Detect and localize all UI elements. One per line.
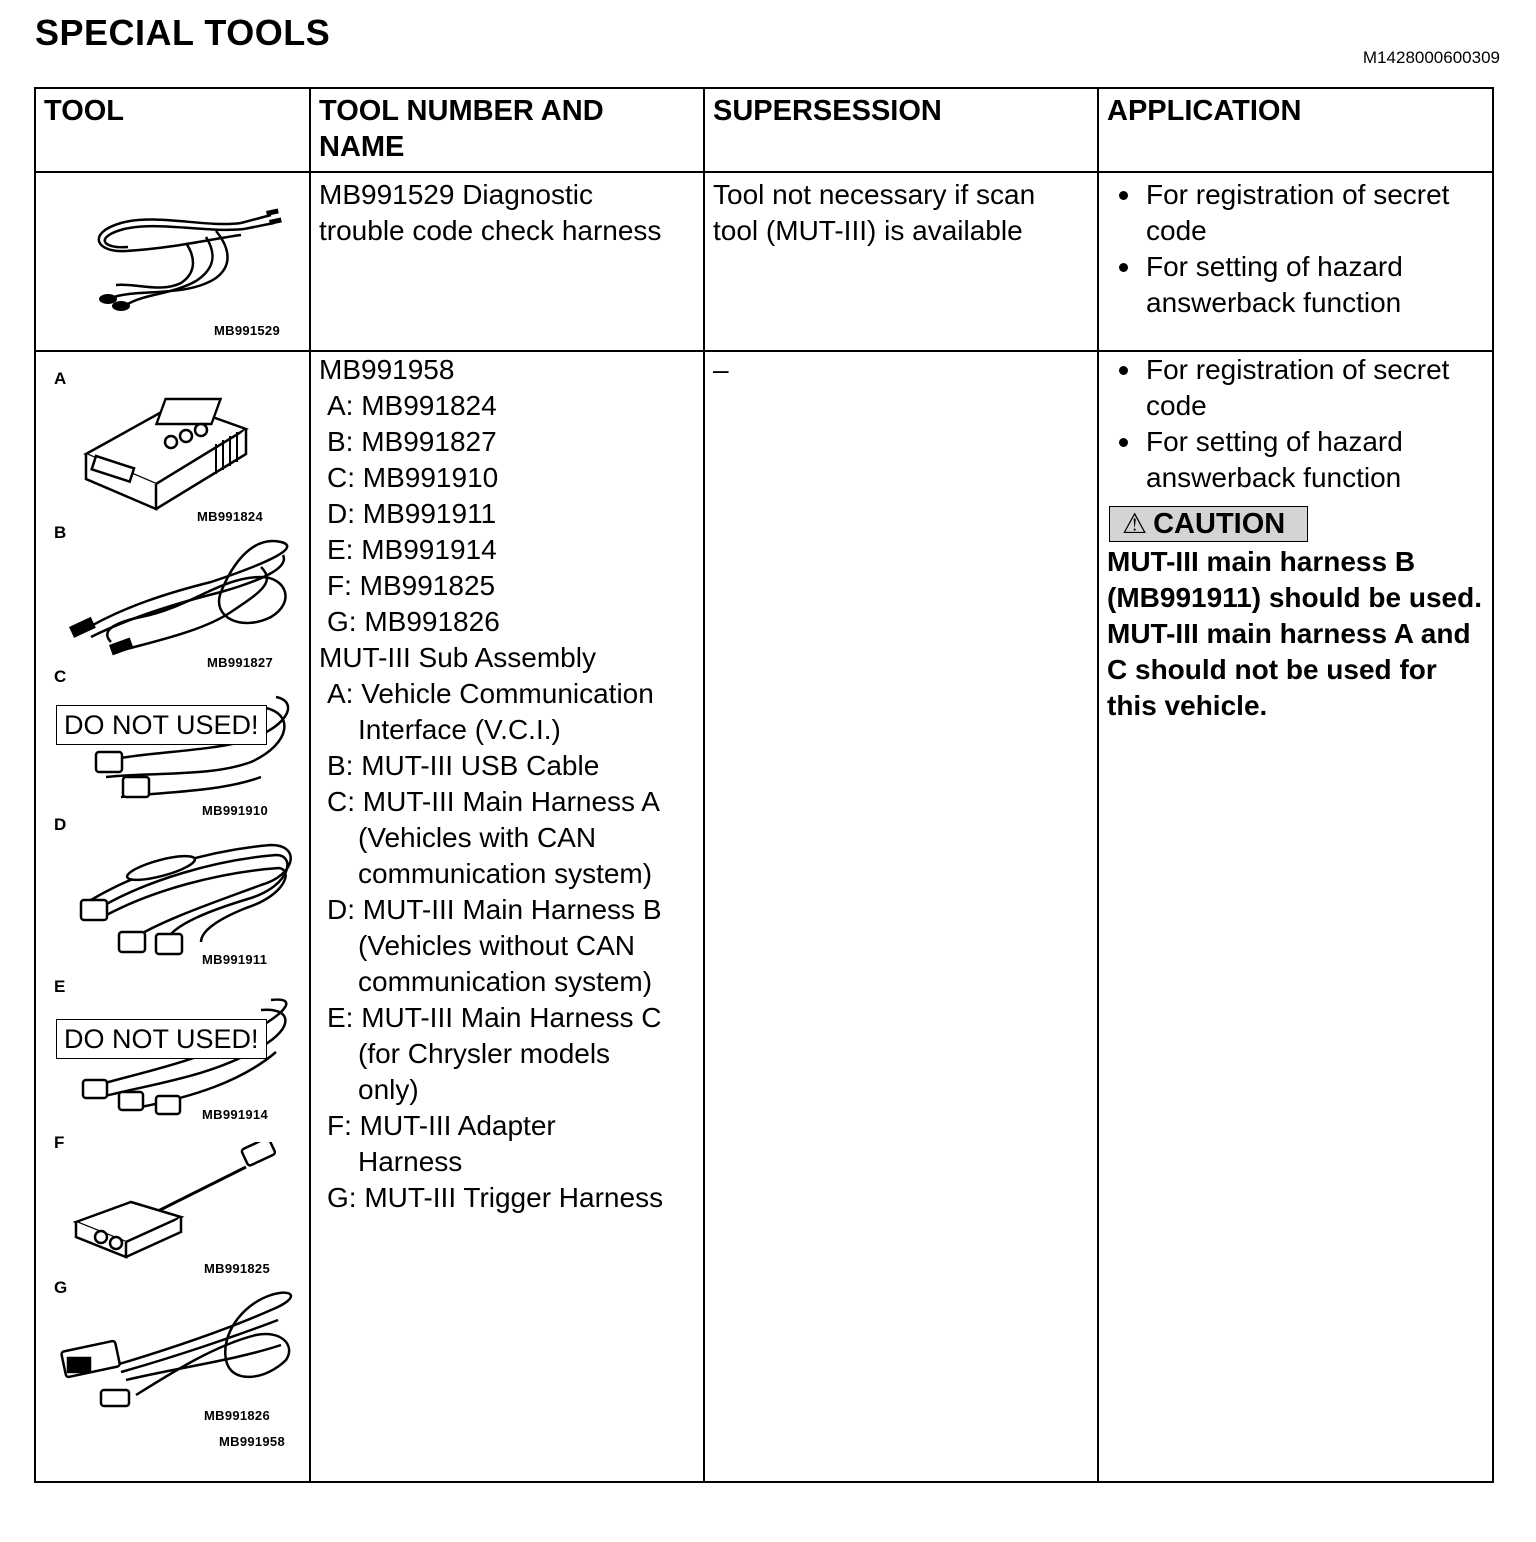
tool-number-line: G: MB991826 bbox=[327, 606, 500, 637]
trigger-harness-illustration bbox=[56, 1290, 296, 1420]
caution-badge bbox=[1109, 506, 1308, 542]
tool-number-line: A: MB991824 bbox=[327, 390, 497, 421]
do-not-use-stamp: DO NOT USED! bbox=[56, 705, 267, 745]
illustration-letter: E bbox=[54, 977, 66, 996]
illustration-letter: G bbox=[54, 1278, 68, 1297]
tool-number-line: MB991958 bbox=[319, 354, 455, 385]
tool-number-line: only) bbox=[358, 1074, 419, 1105]
main-harness-a-illustration bbox=[61, 682, 296, 812]
application-list bbox=[1107, 352, 1484, 496]
illustration-letter: C bbox=[54, 667, 67, 686]
illustration-letter: F bbox=[54, 1133, 65, 1152]
header-tool: TOOL bbox=[35, 88, 310, 172]
do-not-use-stamp: DO NOT USED! bbox=[56, 1019, 267, 1059]
supersession-line: tool (MUT-III) is available bbox=[713, 215, 1023, 246]
part-number-label: MB991824 bbox=[197, 509, 263, 524]
tool-number-name-cell bbox=[310, 172, 704, 351]
tool-number-line: (for Chrysler models bbox=[358, 1038, 611, 1069]
tool-illustration-cell bbox=[35, 172, 310, 351]
list-item: For registration of secret code bbox=[1107, 177, 1484, 249]
list-item: For setting of hazard answerback function bbox=[1107, 249, 1484, 321]
application-cell bbox=[1098, 351, 1493, 1482]
part-number-label: MB991911 bbox=[202, 952, 268, 967]
tool-number-line: E: MB991914 bbox=[327, 534, 497, 565]
tool-number-line: communication system) bbox=[358, 858, 653, 889]
supersession-cell bbox=[704, 351, 1098, 1482]
document-id: M1428000600309 bbox=[1362, 48, 1500, 67]
tool-number-line: Harness bbox=[358, 1146, 463, 1177]
header-row bbox=[35, 88, 1493, 172]
tool-name-line: trouble code check harness bbox=[319, 215, 662, 246]
tool-number-line: A: Vehicle Communication bbox=[327, 678, 654, 709]
main-harness-b-illustration bbox=[61, 830, 296, 965]
supersession-line: Tool not necessary if scan bbox=[713, 179, 1036, 210]
tool-number-line: F: MB991825 bbox=[327, 570, 496, 601]
part-number-label: MB991914 bbox=[202, 1107, 268, 1122]
vci-illustration bbox=[76, 384, 256, 514]
header-application: APPLICATION bbox=[1098, 88, 1493, 172]
special-tools-table bbox=[34, 87, 1494, 1483]
illustration-letter: A bbox=[54, 369, 67, 388]
tool-number-line: E: MUT-III Main Harness C bbox=[327, 1002, 662, 1033]
table-row bbox=[35, 351, 1493, 1482]
tool-number-line: B: MB991827 bbox=[327, 426, 497, 457]
tool-number-line: MUT-III Sub Assembly bbox=[319, 642, 596, 673]
check-harness-illustration bbox=[66, 193, 286, 323]
adapter-harness-illustration bbox=[71, 1142, 281, 1262]
caution-text: MUT-III main harness B (MB991911) should be used. MUT-III main harness A and C should not be used for this vehicle. bbox=[1107, 546, 1482, 721]
table-row bbox=[35, 172, 1493, 351]
illustration-letter: D bbox=[54, 815, 67, 834]
tool-illustration-cell bbox=[35, 351, 310, 1482]
supersession-value: – bbox=[713, 354, 729, 385]
tool-number-line: communication system) bbox=[358, 966, 653, 997]
tool-name-line: MB991529 Diagnostic bbox=[319, 179, 593, 210]
list-item: For setting of hazard answerback function bbox=[1107, 424, 1484, 496]
part-number-label: MB991910 bbox=[202, 803, 268, 818]
set-part-number-label: MB991958 bbox=[219, 1434, 285, 1449]
header-tool-number-name: TOOL NUMBER AND NAME bbox=[310, 88, 704, 172]
caution-label: CAUTION bbox=[1153, 508, 1286, 540]
page-title: SPECIAL TOOLS bbox=[35, 12, 331, 53]
tool-number-line: G: MUT-III Trigger Harness bbox=[327, 1182, 664, 1213]
supersession-cell bbox=[704, 172, 1098, 351]
part-number-label: MB991825 bbox=[204, 1261, 270, 1276]
tool-number-line: C: MUT-III Main Harness A bbox=[327, 786, 660, 817]
tool-number-line: (Vehicles with CAN bbox=[358, 822, 597, 853]
illustration-letter: B bbox=[54, 523, 67, 542]
tool-number-line: Interface (V.C.I.) bbox=[358, 714, 561, 745]
part-number-label: MB991529 bbox=[214, 323, 280, 338]
tool-number-name-cell bbox=[310, 351, 704, 1482]
part-number-label: MB991827 bbox=[207, 655, 273, 670]
part-number-label: MB991826 bbox=[204, 1408, 270, 1423]
tool-number-line: B: MUT-III USB Cable bbox=[327, 750, 600, 781]
tool-number-line: F: MUT-III Adapter bbox=[327, 1110, 556, 1141]
list-item: For registration of secret code bbox=[1107, 352, 1484, 424]
tool-number-line: C: MB991910 bbox=[327, 462, 499, 493]
tool-number-line: D: MUT-III Main Harness B bbox=[327, 894, 662, 925]
tool-number-line: (Vehicles without CAN bbox=[358, 930, 636, 961]
application-list bbox=[1107, 177, 1484, 321]
warning-triangle-icon: ⚠ bbox=[1122, 508, 1148, 539]
tool-number-line: D: MB991911 bbox=[327, 498, 497, 529]
header-supersession: SUPERSESSION bbox=[704, 88, 1098, 172]
usb-cable-illustration bbox=[61, 537, 296, 667]
application-cell bbox=[1098, 172, 1493, 351]
tool-number-list bbox=[319, 352, 695, 1216]
